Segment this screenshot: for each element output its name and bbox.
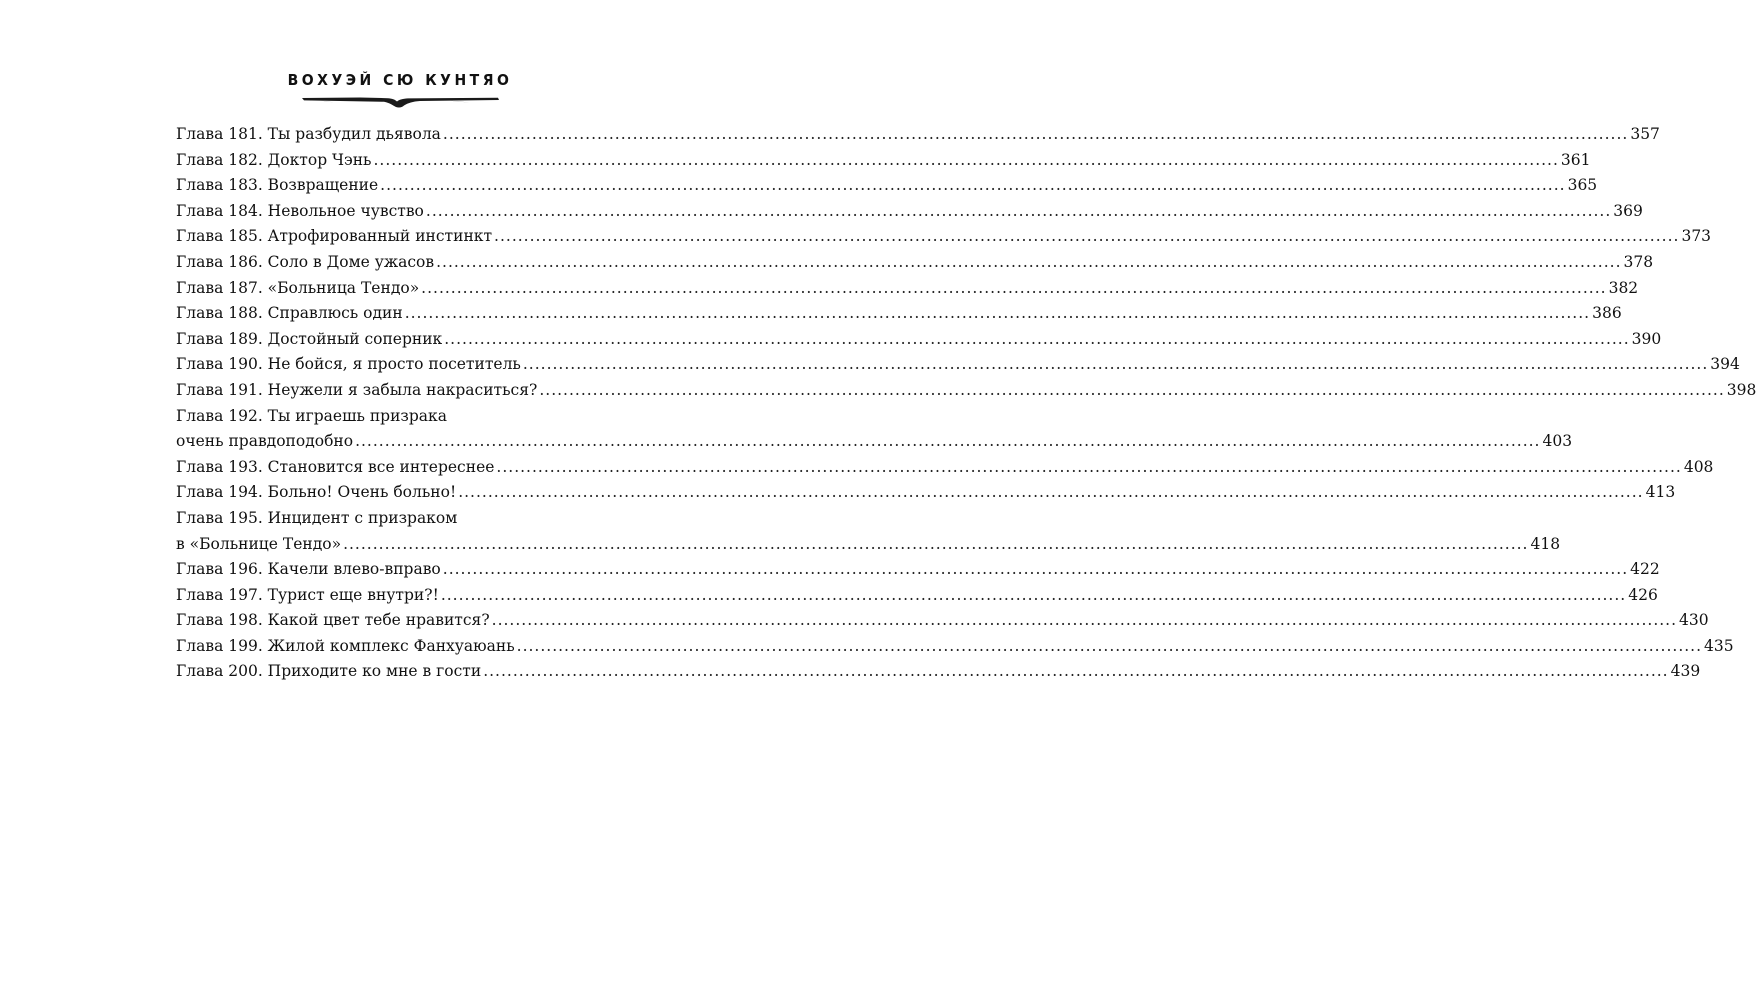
dot-leader: ........................................................................................................................................................................................................ xyxy=(496,457,1682,476)
toc-entry-line xyxy=(176,608,1709,634)
toc-page-number: 426 xyxy=(1628,585,1658,604)
toc-entry-title: Глава 199. Жилой комплекс Фанхуаюань xyxy=(176,636,515,655)
dot-leader: ........................................................................................................................................................................................................ xyxy=(522,355,1709,374)
dot-leader: ........................................................................................................................................................................................................ xyxy=(404,304,1591,323)
toc-page-number: 382 xyxy=(1608,278,1639,297)
toc-entry-line xyxy=(176,352,1740,378)
toc-page-number: 365 xyxy=(1567,176,1598,195)
toc-entry xyxy=(176,276,1639,302)
dot-leader: ........................................................................................................................................................................................................ xyxy=(458,483,1644,502)
toc-entry-line xyxy=(176,429,1573,455)
toc-entry-line xyxy=(176,122,1660,148)
toc-entry-line xyxy=(176,173,1598,199)
toc-entry xyxy=(176,659,1701,685)
toc-entry-title: Глава 200. Приходите ко мне в гости xyxy=(176,662,482,681)
toc-entry-line xyxy=(176,327,1662,353)
toc-entry-line xyxy=(176,224,1712,250)
toc-entry-line xyxy=(176,276,1639,302)
dot-leader: ........................................................................................................................................................................................................ xyxy=(444,329,1630,348)
toc-entry xyxy=(176,173,1598,199)
toc-entry xyxy=(176,583,1658,609)
toc-entry-title: в «Больнице Тендо» xyxy=(176,534,342,553)
toc-page-number: 369 xyxy=(1613,201,1643,220)
dot-leader: ........................................................................................................................................................................................................ xyxy=(539,380,1725,399)
dot-leader: ........................................................................................................................................................................................................ xyxy=(436,252,1622,271)
toc-entry xyxy=(176,352,1740,378)
toc-entry xyxy=(176,608,1709,634)
toc-entry-title: Глава 181. Ты разбудил дьявола xyxy=(176,125,441,143)
toc-page-number: 394 xyxy=(1710,355,1740,374)
toc-page-number: 418 xyxy=(1530,534,1561,553)
toc-page-number: 430 xyxy=(1679,611,1709,630)
toc-entry-title: Глава 198. Какой цвет тебе нравится? xyxy=(176,611,490,630)
toc-entry-line xyxy=(176,634,1734,660)
toc-entry-line xyxy=(176,455,1714,481)
toc-entry xyxy=(176,250,1654,276)
toc-page-number: 378 xyxy=(1623,252,1654,271)
toc-entry-title: Глава 190. Не бойся, я просто посетитель xyxy=(176,355,521,374)
toc-entry xyxy=(176,557,1660,583)
table-of-contents xyxy=(176,122,1756,685)
toc-entry xyxy=(176,327,1662,353)
toc-entry-title: Глава 192. Ты играешь призрака xyxy=(176,406,447,425)
toc-page-number: 361 xyxy=(1560,150,1591,169)
dot-leader: ........................................................................................................................................................................................................ xyxy=(421,278,1607,297)
toc-entry-line xyxy=(176,301,1622,327)
running-header xyxy=(0,70,800,109)
dot-leader: ........................................................................................................................................................................................................ xyxy=(483,662,1669,681)
dot-leader: ........................................................................................................................................................................................................ xyxy=(373,150,1559,169)
toc-entry-title: Глава 182. Доктор Чэнь xyxy=(176,150,372,169)
dot-leader: ........................................................................................................................................................................................................ xyxy=(425,201,1612,220)
toc-entry-line xyxy=(176,250,1654,276)
dot-leader: ........................................................................................................................................................................................................ xyxy=(343,534,1529,553)
dot-leader: ........................................................................................................................................................................................................ xyxy=(491,611,1678,630)
toc-entry xyxy=(176,148,1591,174)
dot-leader: ........................................................................................................................................................................................................ xyxy=(355,432,1541,451)
toc-entry-title: Глава 185. Атрофированный инстинкт xyxy=(176,227,493,246)
toc-page-number: 403 xyxy=(1542,432,1573,451)
toc-page-number: 408 xyxy=(1683,457,1714,476)
toc-page-number: 422 xyxy=(1630,560,1660,579)
toc-entry-title: Глава 188. Справлюсь один xyxy=(176,304,403,323)
toc-entry xyxy=(176,301,1622,327)
toc-entry-title: Глава 183. Возвращение xyxy=(176,176,379,195)
toc-page-number: 439 xyxy=(1670,662,1701,681)
toc-entry-title: Глава 184. Невольное чувство xyxy=(176,201,424,220)
toc-entry-line xyxy=(176,532,1561,558)
toc-entry-title: Глава 186. Соло в Доме ужасов xyxy=(176,252,435,271)
toc-entry-title: Глава 187. «Больница Тендо» xyxy=(176,278,420,297)
toc-entry-line xyxy=(176,199,1643,225)
toc-page-number: 386 xyxy=(1592,304,1622,323)
toc-entry xyxy=(176,506,1561,557)
toc-entry xyxy=(176,480,1676,506)
dot-leader: ........................................................................................................................................................................................................ xyxy=(442,560,1629,579)
toc-entry-line xyxy=(176,583,1658,609)
toc-entry xyxy=(176,404,1573,455)
toc-entry-title: Глава 196. Качели влево-вправо xyxy=(176,560,441,579)
toc-entry xyxy=(176,224,1712,250)
toc-page-number: 435 xyxy=(1704,636,1734,655)
toc-entry-line xyxy=(176,557,1660,583)
toc-entry-line xyxy=(176,404,650,430)
toc-page-number: 413 xyxy=(1645,483,1676,502)
toc-entry-title: Глава 195. Инцидент с призраком xyxy=(176,508,458,527)
toc-page-number: 398 xyxy=(1726,380,1756,399)
toc-entry-title: Глава 189. Достойный соперник xyxy=(176,329,443,348)
toc-entry-line xyxy=(176,506,650,532)
toc-page-number: 390 xyxy=(1631,329,1662,348)
toc-entry xyxy=(176,378,1756,404)
toc-page-number: 357 xyxy=(1630,125,1660,143)
toc-entry-title: Глава 191. Неужели я забыла накраситься? xyxy=(176,380,538,399)
toc-entry-title: Глава 197. Турист еще внутри?! xyxy=(176,585,439,604)
toc-entry-line xyxy=(176,480,1676,506)
toc-entry-title: Глава 194. Больно! Очень больно! xyxy=(176,483,457,502)
toc-entry-line xyxy=(176,659,1701,685)
dot-leader: ........................................................................................................................................................................................................ xyxy=(440,585,1627,604)
dot-leader: ........................................................................................................................................................................................................ xyxy=(494,227,1680,246)
toc-entry xyxy=(176,455,1714,481)
toc-entry xyxy=(176,122,1660,148)
toc-entry xyxy=(176,634,1734,660)
toc-entry-title: Глава 193. Становится все интереснее xyxy=(176,457,495,476)
toc-entry xyxy=(176,199,1643,225)
book-title: ВОХУЭЙ СЮ КУНТЯО xyxy=(287,72,513,90)
dot-leader: ........................................................................................................................................................................................................ xyxy=(516,636,1703,655)
brush-stroke-ornament-icon xyxy=(300,95,500,109)
toc-entry-title: очень правдоподобно xyxy=(176,432,354,451)
dot-leader: ........................................................................................................................................................................................................ xyxy=(442,125,1629,143)
toc-entry-line xyxy=(176,148,1591,174)
toc-page-number: 373 xyxy=(1681,227,1712,246)
dot-leader: ........................................................................................................................................................................................................ xyxy=(380,176,1566,195)
toc-entry-line xyxy=(176,378,1756,404)
